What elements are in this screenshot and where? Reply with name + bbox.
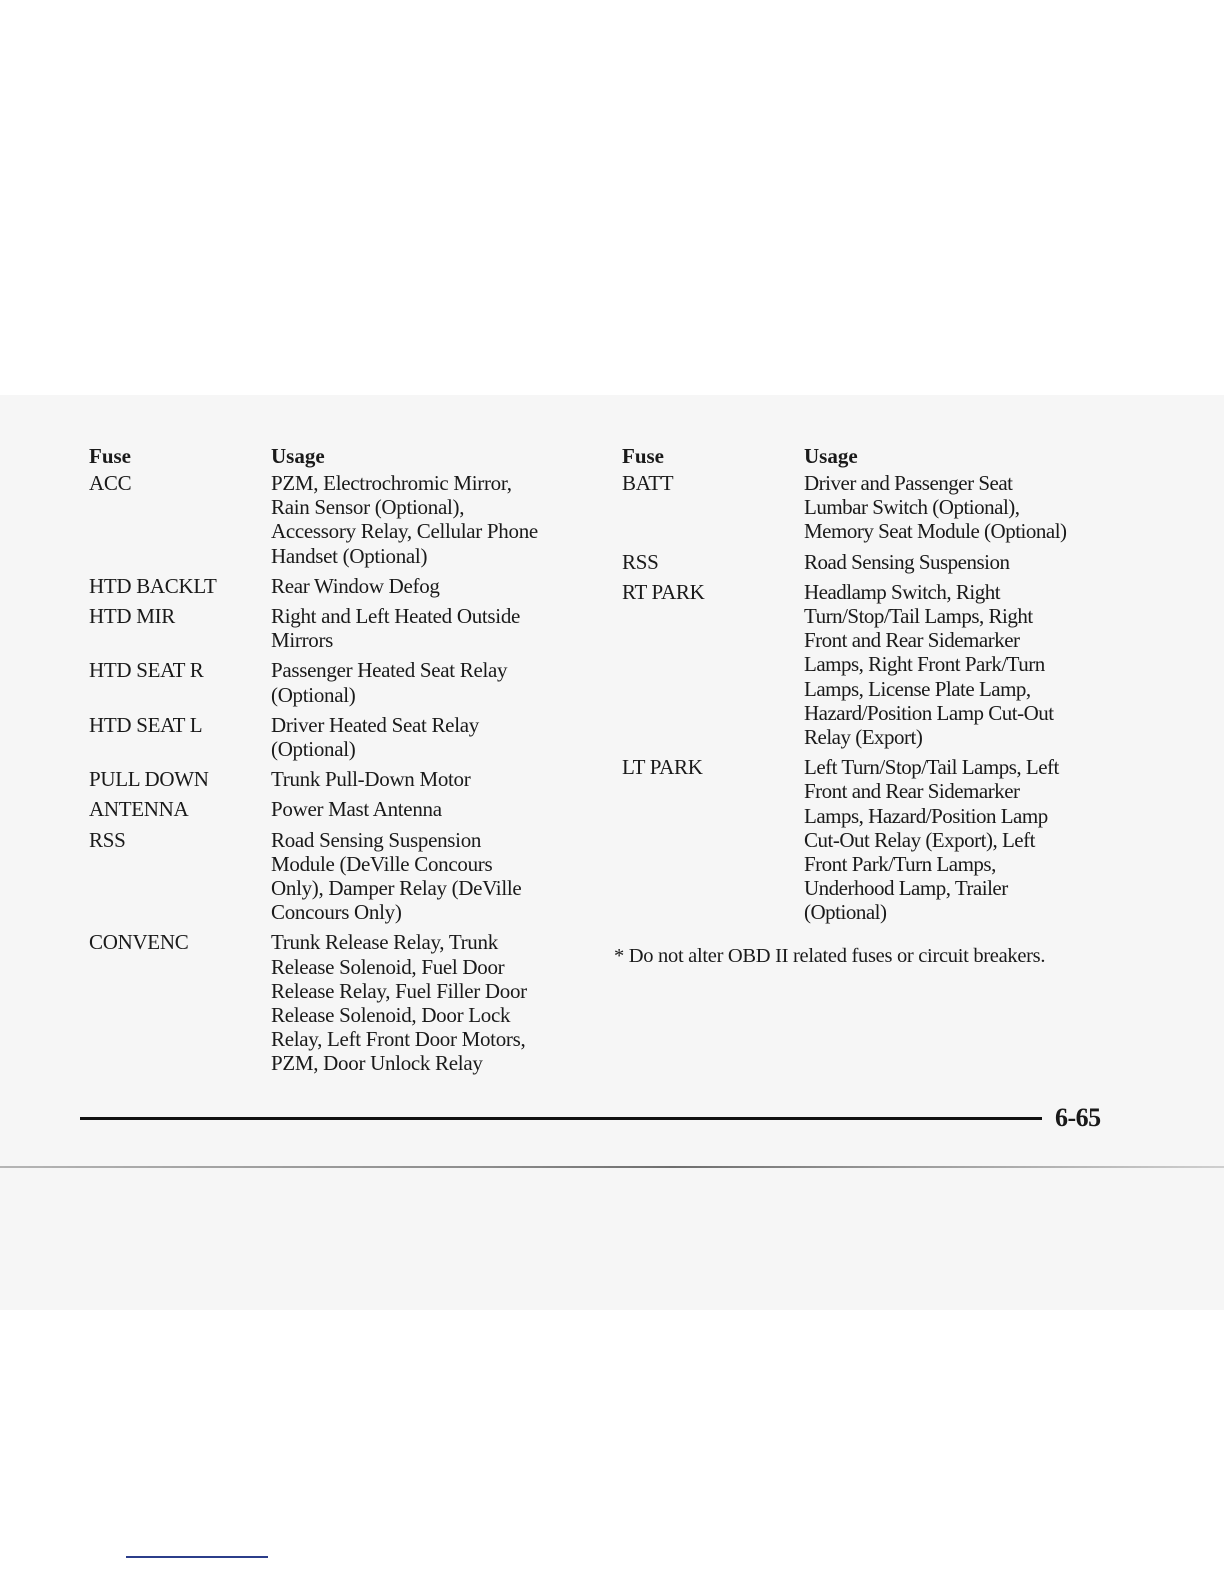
fuse-name: RT PARK	[622, 579, 705, 604]
fuse-name: RSS	[622, 549, 659, 574]
fuse-usage: Trunk Pull-Down Motor	[271, 767, 471, 792]
fuse-usage: Trunk Release Relay, Trunk Release Solenoid, Fuel Door Release Relay, Fuel Filler Door Release Solenoid, Door Lock Relay, Left Front Door Motors, PZM, Door Unlock Relay	[271, 930, 527, 1076]
fuse-name: HTD SEAT L	[89, 712, 203, 737]
fuse-usage: PZM, Electrochromic Mirror, Rain Sensor (Optional), Accessory Relay, Cellular Phone Handset (Optional)	[271, 471, 538, 568]
table-row	[89, 828, 589, 925]
page-footer-rule	[80, 1117, 1042, 1120]
table-row	[622, 580, 1122, 749]
fuse-usage: Driver Heated Seat Relay (Optional)	[271, 712, 479, 762]
table-row	[622, 755, 1122, 924]
fuse-name: HTD MIR	[89, 604, 175, 629]
fuse-usage: Headlamp Switch, Right Turn/Stop/Tail Lamps, Right Front and Rear Sidemarker Lamps, Right Front Park/Turn Lamps, License Plate Lamp, Hazard/Position Lamp Cut-Out Relay (Export)	[804, 579, 1054, 750]
fuse-usage: Right and Left Heated Outside Mirrors	[271, 604, 521, 653]
fuse-usage: Road Sensing Suspension Module (DeVille Concours Only), Damper Relay (DeVille Concours Only)	[271, 827, 522, 925]
table-row	[89, 930, 589, 1075]
fuse-usage: Passenger Heated Seat Relay (Optional)	[271, 658, 508, 707]
fuse-name: CONVENC	[89, 930, 189, 955]
fuse-name: RSS	[89, 827, 126, 852]
fuse-column-header: Fuse	[89, 444, 131, 468]
page-number: 6-65	[1055, 1103, 1101, 1132]
fuse-name: PULL DOWN	[89, 767, 209, 792]
fuse-usage: Driver and Passenger Seat Lumbar Switch (Optional), Memory Seat Module (Optional)	[804, 471, 1067, 544]
table-row	[89, 574, 589, 598]
bottom-underline-mark	[126, 1556, 268, 1558]
table-row	[89, 658, 589, 706]
table-row	[89, 713, 589, 761]
fuse-name: BATT	[622, 471, 674, 495]
fuse-name: HTD BACKLT	[89, 573, 217, 598]
table-row	[89, 767, 589, 791]
table-header	[89, 441, 589, 471]
table-row	[622, 471, 1122, 544]
usage-column-header: Usage	[804, 444, 858, 468]
table-row	[89, 797, 589, 821]
table-row	[89, 471, 589, 568]
fuse-column-header: Fuse	[622, 444, 664, 468]
fuse-name: LT PARK	[622, 755, 703, 780]
fuse-table-left	[89, 441, 589, 1082]
fuse-usage: Power Mast Antenna	[271, 797, 442, 822]
table-row	[89, 604, 589, 652]
fuse-usage: Road Sensing Suspension	[804, 549, 1010, 574]
table-row	[622, 550, 1122, 574]
footnote: * Do not alter OBD II related fuses or circuit breakers.	[614, 945, 1046, 967]
fuse-table-right	[622, 441, 1122, 931]
fuse-usage: Left Turn/Stop/Tail Lamps, Left Front and Rear Sidemarker Lamps, Hazard/Position Lamp Cut-Out Relay (Export), Left Front Park/Turn Lamps, Underhood Lamp, Trailer (Optional)	[804, 755, 1059, 925]
scan-edge-line	[0, 1166, 1224, 1168]
table-header	[622, 441, 1122, 471]
fuse-usage: Rear Window Defog	[271, 573, 440, 598]
usage-column-header: Usage	[271, 444, 325, 468]
fuse-name: HTD SEAT R	[89, 658, 204, 683]
fuse-name: ANTENNA	[89, 797, 189, 822]
fuse-name: ACC	[89, 471, 132, 495]
